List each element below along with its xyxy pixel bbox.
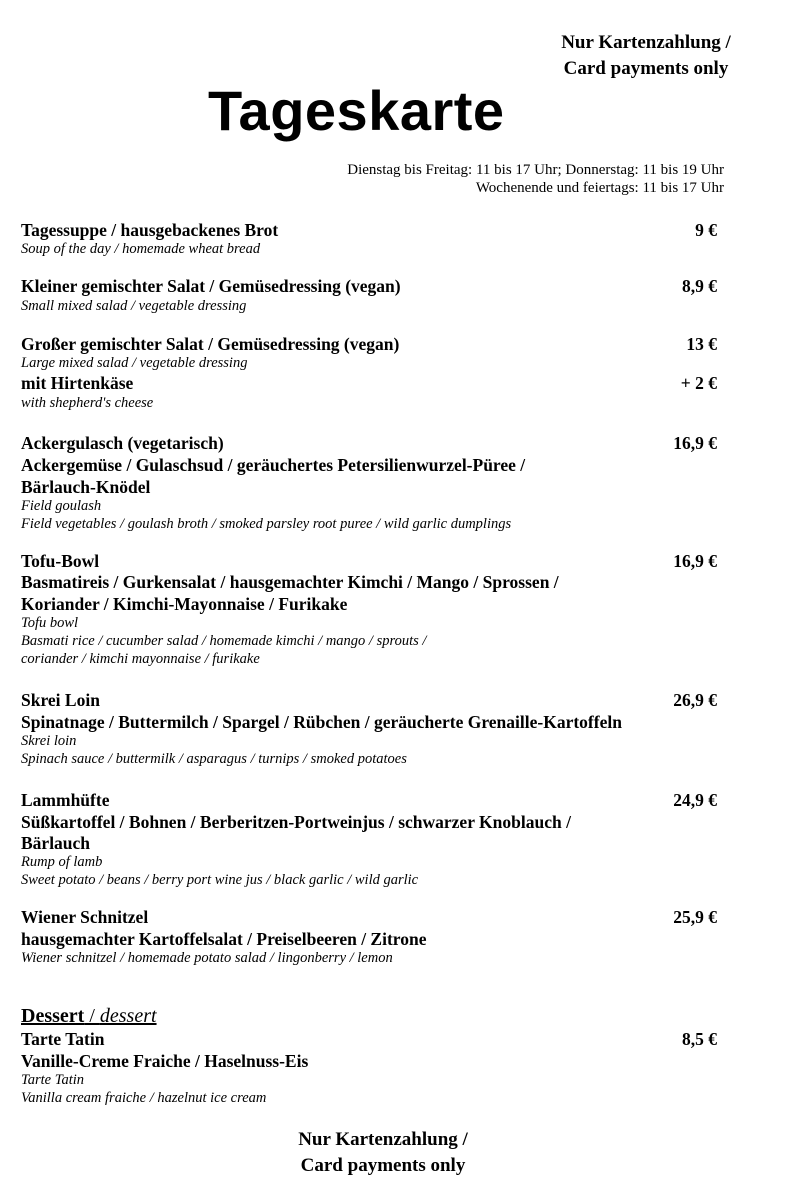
menu-item-title: Tagessuppe / hausgebackenes Brot (21, 220, 279, 240)
menu-item-translation: Large mixed salad / vegetable dressing (21, 355, 248, 371)
menu-item-description: Ackergemüse / Gulaschsud / geräuchertes Petersilienwurzel-Püree / (21, 455, 526, 475)
menu-item-addon-title: mit Hirtenkäse (21, 373, 134, 393)
menu-item-title: Wiener Schnitzel (21, 907, 149, 927)
menu-item-translation: Small mixed salad / vegetable dressing (21, 298, 247, 314)
menu-item-price: 25,9 € (673, 907, 717, 927)
dessert-item-title: Tarte Tatin (21, 1029, 105, 1049)
menu-item-description: Spinatnage / Buttermilch / Spargel / Rübchen / geräucherte Grenaille-Kartoffeln (21, 712, 622, 732)
dessert-item-translation-name: Tarte Tatin (21, 1072, 85, 1088)
menu-item-description: Süßkartoffel / Bohnen / Berberitzen-Portweinjus / schwarzer Knoblauch / (21, 812, 571, 832)
menu-item-description: Basmatireis / Gurkensalat / hausgemachter Kimchi / Mango / Sprossen / (21, 572, 559, 592)
menu-item-translation: Sweet potato / beans / berry port wine jus / black garlic / wild garlic (21, 872, 419, 888)
menu-item-price: 13 € (686, 334, 717, 354)
menu-item-price: 8,9 € (682, 276, 717, 296)
dessert-heading-de: Dessert (21, 1005, 85, 1027)
menu-item-price: 16,9 € (673, 433, 717, 453)
dessert-heading-separator: / (84, 1005, 100, 1027)
menu-item-translation: Soup of the day / homemade wheat bread (21, 241, 261, 257)
menu-item-translation: coriander / kimchi mayonnaise / furikake (21, 651, 260, 667)
menu-item-price: 16,9 € (673, 551, 717, 571)
menu-item-description: Bärlauch-Knödel (21, 477, 151, 497)
payment-notice-line2: Card payments only (563, 58, 729, 79)
menu-item-description: hausgemachter Kartoffelsalat / Preiselbeeren / Zitrone (21, 929, 427, 949)
menu-item-translation: Field vegetables / goulash broth / smoked parsley root puree / wild garlic dumplings (21, 516, 512, 532)
dessert-item-price: 8,5 € (682, 1029, 717, 1049)
menu-item-title: Tofu-Bowl (21, 551, 100, 571)
dessert-item-translation: Vanilla cream fraiche / hazelnut ice cream (21, 1090, 267, 1106)
menu-item-title: Lammhüfte (21, 790, 110, 810)
payment-notice-line1: Nur Kartenzahlung / (298, 1129, 468, 1150)
payment-notice-line2: Card payments only (300, 1155, 466, 1176)
menu-item-translation-name: Field goulash (21, 498, 102, 514)
menu-item-translation-name: Tofu bowl (21, 615, 79, 631)
payment-notice-top (516, 30, 776, 82)
dessert-section-heading (21, 1004, 157, 1028)
menu-item-addon-translation: with shepherd's cheese (21, 395, 154, 411)
menu-item-title: Großer gemischter Salat / Gemüsedressing (vegan) (21, 334, 400, 354)
menu-item-translation-name: Rump of lamb (21, 854, 103, 870)
menu-item-description: Bärlauch (21, 833, 91, 853)
dessert-heading-en: dessert (99, 1005, 157, 1027)
menu-item-title: Ackergulasch (vegetarisch) (21, 433, 224, 453)
page-title: Tageskarte (208, 79, 505, 142)
menu-item-translation: Basmati rice / cucumber salad / homemade kimchi / mango / sprouts / (21, 633, 427, 649)
opening-hours-weekend: Wochenende und feiertags: 11 bis 17 Uhr (475, 180, 724, 196)
menu-item-price: 26,9 € (673, 690, 717, 710)
opening-hours (284, 161, 724, 197)
menu-item-title: Kleiner gemischter Salat / Gemüsedressing (vegan) (21, 276, 401, 296)
menu-item-translation-name: Skrei loin (21, 733, 77, 749)
menu-item-translation: Wiener schnitzel / homemade potato salad / lingonberry / lemon (21, 950, 393, 966)
menu-item-description: Koriander / Kimchi-Mayonnaise / Furikake (21, 594, 348, 614)
opening-hours-weekdays: Dienstag bis Freitag: 11 bis 17 Uhr; Donnerstag: 11 bis 19 Uhr (347, 162, 724, 178)
payment-notice-line1: Nur Kartenzahlung / (561, 32, 731, 53)
menu-item-title: Skrei Loin (21, 690, 100, 710)
payment-notice-bottom (253, 1127, 513, 1179)
menu-item-price: 9 € (695, 220, 717, 240)
dessert-item-description: Vanille-Creme Fraiche / Haselnuss-Eis (21, 1051, 309, 1071)
menu-item-translation: Spinach sauce / buttermilk / asparagus / turnips / smoked potatoes (21, 751, 407, 767)
menu-item-price: 24,9 € (673, 790, 717, 810)
menu-item-addon-price: + 2 € (680, 373, 717, 393)
